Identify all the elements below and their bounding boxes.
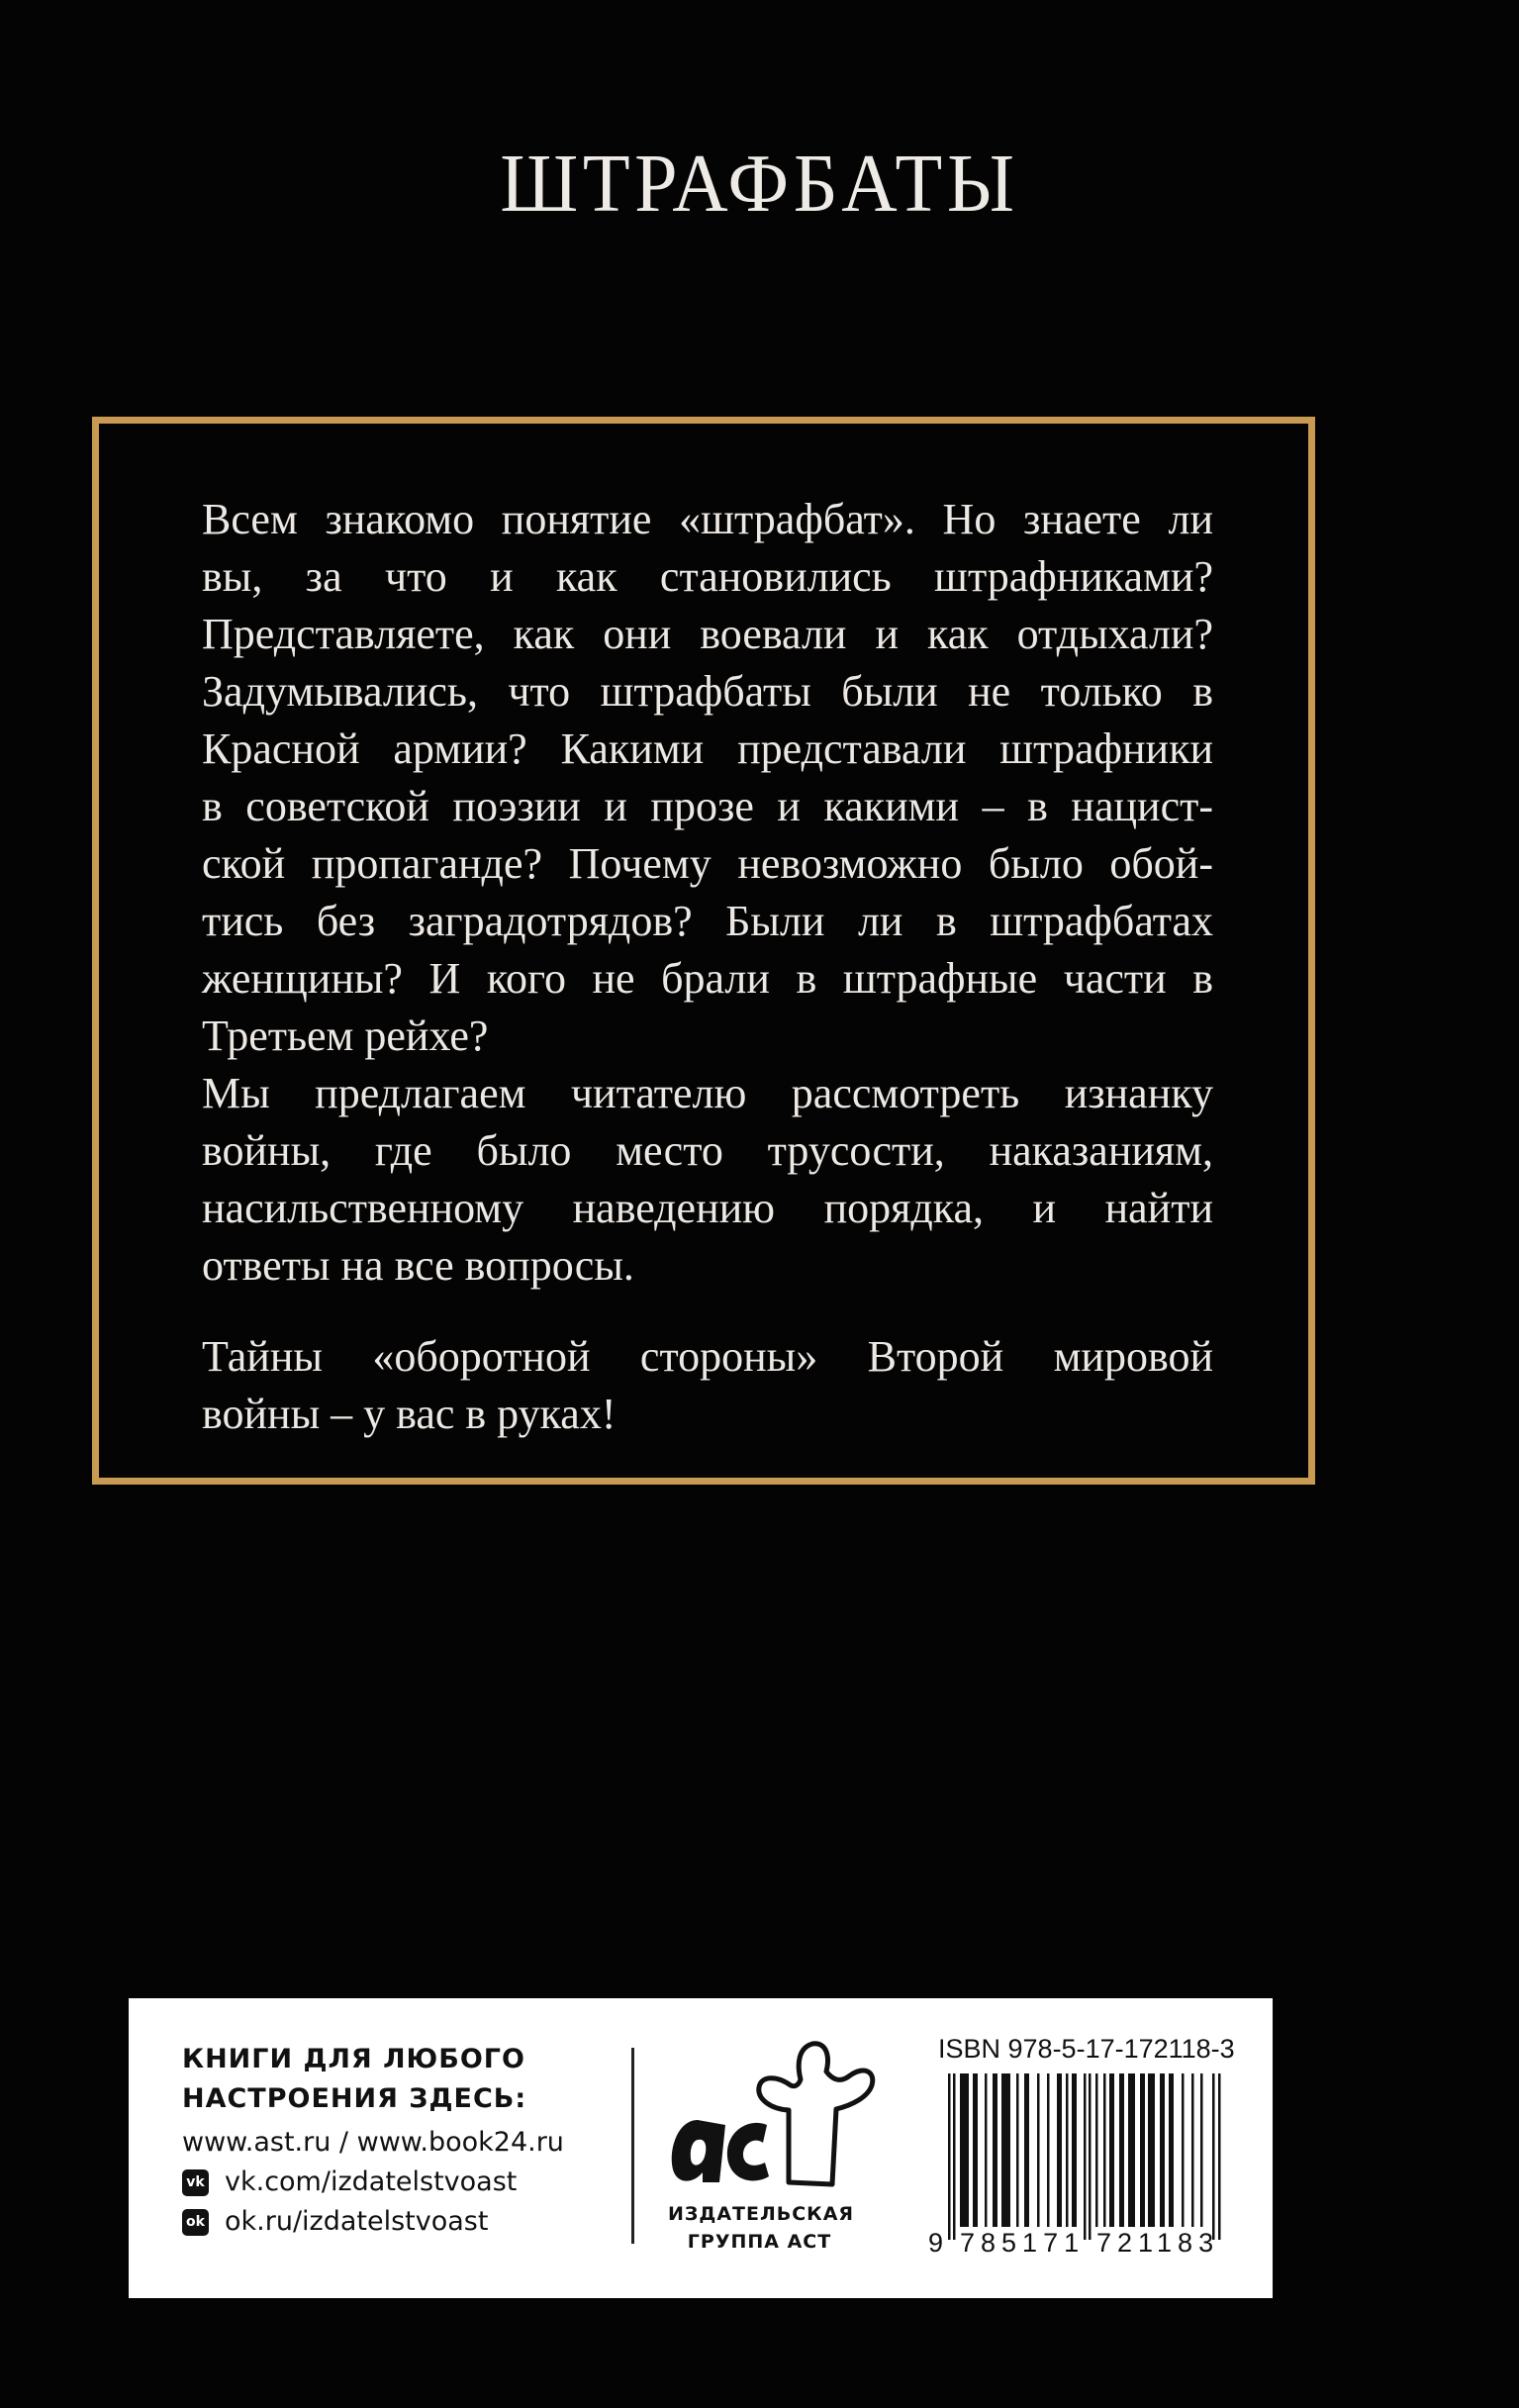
promo-block	[182, 2040, 564, 2242]
blurb-line: ской пропаганде? Почему невозможно было обой-	[202, 839, 1213, 888]
blurb-line: Задумывались, что штрафбаты были не только в	[202, 667, 1213, 716]
blurb-line: Мы предлагаем читателю рассмотреть изнанку	[202, 1069, 1213, 1117]
blurb-line: вы, за что и как становились штрафниками?	[202, 552, 1213, 601]
ast-logo	[668, 2026, 896, 2273]
barcode	[928, 2064, 1245, 2262]
promo-heading-1: КНИГИ ДЛЯ ЛЮБОГО	[182, 2044, 525, 2074]
odnoklassniki-icon: ok	[182, 2209, 209, 2236]
publisher-caption-2: ГРУППА АСТ	[687, 2231, 832, 2253]
closing-line: Тайны «оборотной стороны» Второй мировой	[202, 1332, 1213, 1381]
blurb-line: Красной армии? Какими представали штрафники	[202, 724, 1213, 773]
publisher-panel	[129, 1998, 1273, 2298]
barcode-left-digits: 785171	[960, 2228, 1086, 2258]
book-title: ШТРАФБАТЫ	[500, 138, 1019, 230]
isbn-block	[928, 2034, 1255, 2262]
blurb-line: Третьем рейхе?	[202, 1011, 489, 1060]
blurb-line: женщины? И кого не брали в штрафные части в	[202, 954, 1213, 1003]
website-links[interactable]: www.ast.ru / www.book24.ru	[182, 2127, 564, 2158]
panel-divider	[631, 2048, 634, 2244]
ok-link-text[interactable]: ok.ru/izdatelstvoast	[225, 2206, 489, 2237]
publisher-caption	[668, 2200, 855, 2256]
isbn-label: ISBN 978-5-17-172118-3	[938, 2034, 1235, 2064]
barcode-first-digit: 9	[928, 2228, 944, 2258]
blurb-line: насильственному наведению порядка, и найти	[202, 1184, 1213, 1232]
blurb-line: Представляете, как они воевали и как отдыхали?	[202, 610, 1213, 658]
blurb-line: Всем знакомо понятие «штрафбат». Но знаете ли	[202, 495, 1213, 543]
blurb-line: ответы на все вопросы.	[202, 1241, 634, 1290]
ast-logo-icon	[668, 2026, 896, 2199]
closing-line: войны – у вас в руках!	[202, 1390, 617, 1438]
publisher-caption-1: ИЗДАТЕЛЬСКАЯ	[668, 2203, 855, 2225]
paragraph-gap	[202, 1295, 1213, 1328]
blurb-line: тись без заградотрядов? Были ли в штрафбатах	[202, 897, 1213, 945]
blurb-line: в советской поэзии и прозе и какими – в нацист-	[202, 782, 1213, 830]
vk-link[interactable]	[182, 2163, 564, 2202]
blurb-line: войны, где было место трусости, наказаниям,	[202, 1126, 1213, 1175]
promo-heading-2: НАСТРОЕНИЯ ЗДЕСЬ:	[182, 2083, 527, 2114]
vk-link-text[interactable]: vk.com/izdatelstvoast	[225, 2167, 518, 2197]
barcode-right-digits: 721183	[1096, 2228, 1220, 2258]
vk-icon: vk	[182, 2169, 209, 2196]
blurb-text	[202, 491, 1213, 1443]
ok-link[interactable]	[182, 2202, 564, 2242]
